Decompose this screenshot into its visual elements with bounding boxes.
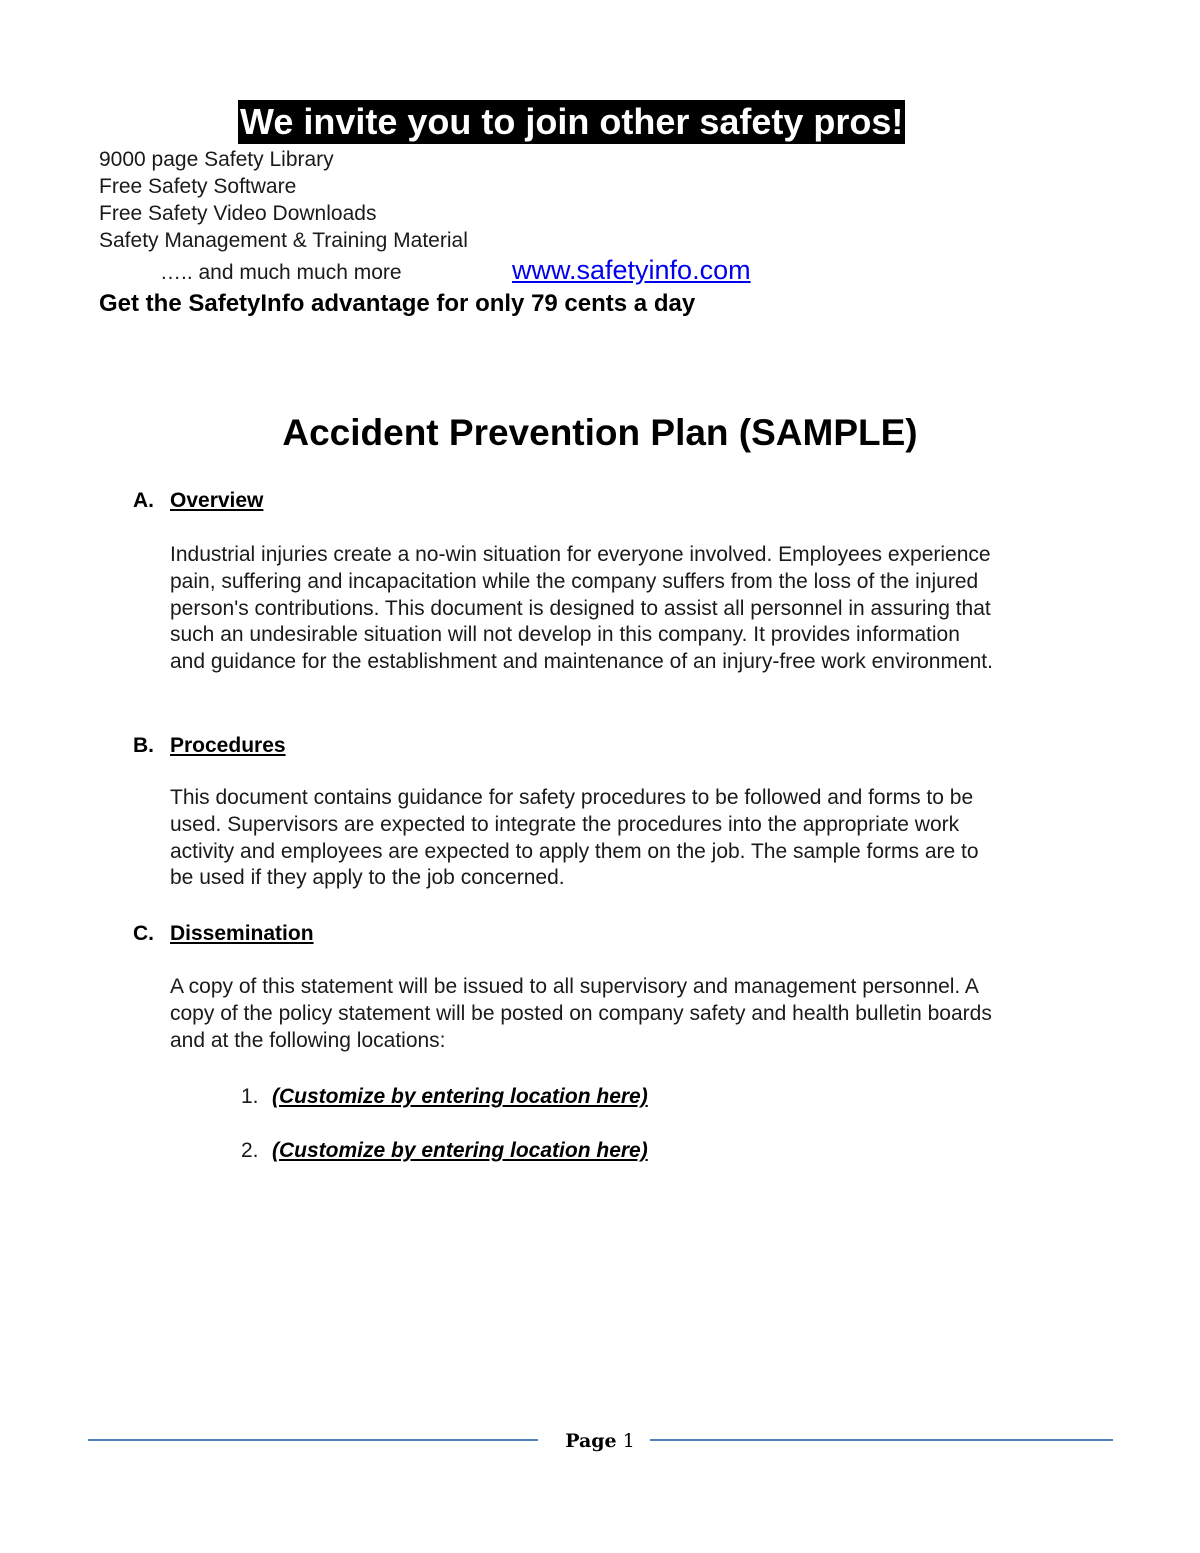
page-number-footer (0, 1428, 1200, 1454)
list-number: 1. (241, 1085, 259, 1108)
section-letter: A. (133, 489, 154, 512)
paragraph-line: be used if they apply to the job concerned. (170, 866, 565, 890)
section-heading-procedures: Procedures (170, 734, 286, 757)
promo-feature-item: 9000 page Safety Library (99, 148, 334, 171)
paragraph-line: and at the following locations: (170, 1028, 446, 1052)
section-heading-overview: Overview (170, 489, 264, 512)
section-letter: B. (133, 734, 154, 757)
promo-feature-item: Safety Management & Training Material (99, 229, 468, 252)
list-number: 2. (241, 1139, 259, 1162)
paragraph-line: This document contains guidance for safety procedures to be followed and forms to be (170, 786, 974, 809)
procedures-paragraph (170, 785, 1130, 892)
section-letter: C. (133, 922, 154, 945)
paragraph-line: such an undesirable situation will not develop in this company. It provides information (170, 623, 960, 647)
paragraph-line: activity and employees are expected to apply them on the job. The sample forms are to (170, 839, 979, 863)
safetyinfo-link[interactable]: www.safetyinfo.com (512, 255, 751, 285)
dissemination-paragraph (170, 974, 1130, 1054)
section-heading-dissemination: Dissemination (170, 922, 314, 945)
paragraph-line: Industrial injuries create a no-win situation for everyone involved. Employees experience (170, 543, 991, 566)
promo-offer: Get the SafetyInfo advantage for only 79 cents a day (99, 290, 696, 317)
paragraph-line: used. Supervisors are expected to integrate the procedures into the appropriate work (170, 812, 960, 836)
paragraph-line: pain, suffering and incapacitation while the company suffers from the loss of the injured (170, 569, 979, 593)
paragraph-line: copy of the policy statement will be posted on company safety and health bulletin boards (170, 1001, 992, 1025)
location-placeholder: (Customize by entering location here) (272, 1085, 648, 1108)
promo-headline: We invite you to join other safety pros! (240, 101, 904, 142)
promo-feature-item: Free Safety Software (99, 175, 297, 198)
overview-paragraph (170, 542, 1130, 676)
location-placeholder: (Customize by entering location here) (272, 1139, 648, 1162)
promo-more-text: ….. and much much more (160, 261, 402, 284)
document-title: Accident Prevention Plan (SAMPLE) (282, 412, 918, 453)
promo-feature-item: Free Safety Video Downloads (99, 202, 377, 225)
page-label: Page (565, 1430, 617, 1452)
promo-feature-list (99, 146, 468, 254)
paragraph-line: person's contributions. This document is designed to assist all personnel in assuring that (170, 596, 991, 620)
paragraph-line: and guidance for the establishment and maintenance of an injury-free work environment. (170, 650, 993, 674)
page-number: 1 (622, 1430, 635, 1452)
paragraph-line: A copy of this statement will be issued to all supervisory and management personnel. A (170, 975, 979, 998)
